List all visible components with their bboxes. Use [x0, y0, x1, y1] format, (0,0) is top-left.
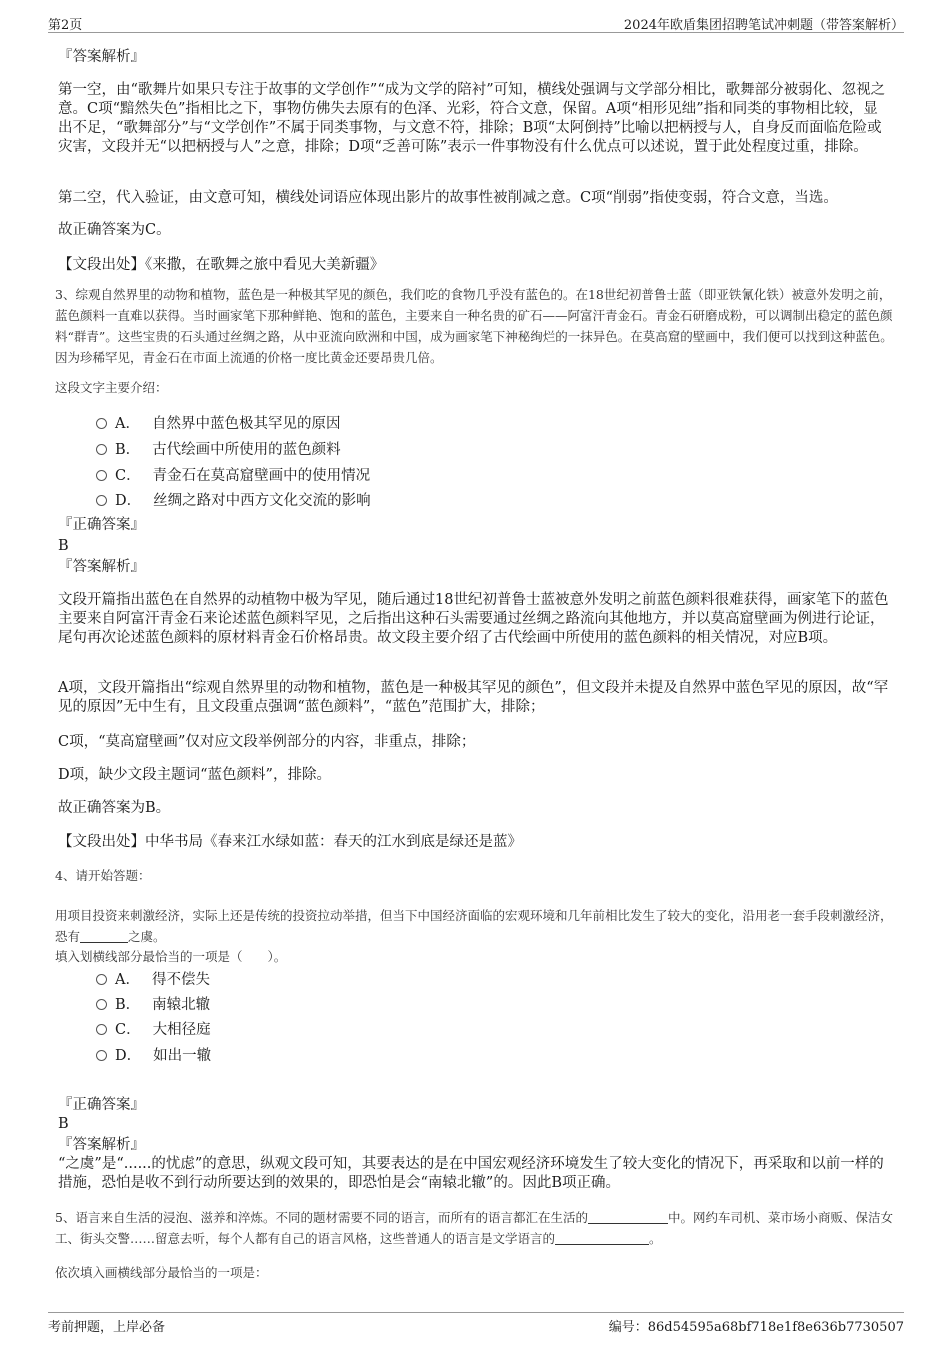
q5-question: 依次填入画横线部分最恰当的一项是：: [55, 1265, 268, 1280]
q3-analysis-para4: D项，缺少文段主题词“蓝色颜料”，排除。: [58, 767, 331, 783]
radio-icon[interactable]: [96, 1050, 107, 1061]
q3-answer: B: [58, 538, 69, 554]
q3-option-d[interactable]: D． 丝绸之路对中西方文化交流的影响: [96, 491, 371, 511]
q3-stem: 3、综观自然界里的动物和植物，蓝色是一种极其罕见的颜色，我们吃的食物几乎没有蓝色的。在18世纪初普鲁士蓝（即亚铁氰化铁）被意外发明之前，蓝色颜料一直难以获得。当时画家笔下那种鲜艳、饱和的蓝色，主要来自一种名贵的矿石——阿富汗青金石。青金石研磨成粉，可以调制出稳定的蓝色颜料“群青”。这些宝贵的石头通过丝绸之路，从中亚流向欧洲和中国，成为画家笔下神秘绚烂的一抹异色。在莫高窟的壁画中，我们便可以找到这种蓝色。因为珍稀罕见，青金石在市面上流通的价格一度比黄金还要昂贵几倍。: [55, 287, 893, 365]
q4-answer: B: [58, 1116, 69, 1132]
q4-analysis: “之虞”是“......的忧虑”的意思，纵观文段可知，其要表达的是在中国宏观经济环境发生了较大变化的情况下，再采取和以前一样的措施，恐怕是收不到行动所要达到的效果的，即恐怕是会“南辕北辙”的。因此B项正确。: [58, 1156, 884, 1191]
q2-source: 【文段出处】《来撒，在歌舞之旅中看见大美新疆》: [58, 257, 385, 273]
q3-option-a[interactable]: A． 自然界中蓝色极其罕见的原因: [96, 414, 340, 434]
radio-icon[interactable]: [96, 418, 107, 429]
q4-option-d[interactable]: D． 如出一辙: [96, 1046, 211, 1066]
q4-option-c[interactable]: C． 大相径庭: [96, 1020, 211, 1040]
q4-intro: 4、请开始答题：: [55, 868, 151, 883]
q4-option-b[interactable]: B． 南辕北辙: [96, 995, 210, 1015]
q4-question: 填入划横线部分最恰当的一项是（ ）。: [55, 949, 287, 964]
radio-icon[interactable]: [96, 470, 107, 481]
q3-option-b[interactable]: B． 古代绘画中所使用的蓝色颜料: [96, 440, 341, 460]
document-title: 2024年欧盾集团招聘笔试冲刺题（带答案解析）: [623, 18, 904, 33]
radio-icon[interactable]: [96, 1024, 107, 1035]
q4-stem: 用项目投资来刺激经济，实际上还是传统的投资拉动举措，但当下中国经济面临的宏观环境和几年前相比发生了较大的变化，沿用老一套手段刺激经济，恐有 之虞。: [55, 908, 893, 944]
q2-conclusion: 故正确答案为C。: [58, 222, 171, 238]
q2-analysis-para1: 第一空，由“歌舞片如果只专注于故事的文学创作”“成为文学的陪衬”可知，横线处强调与文学部分相比，歌舞部分被弱化、忽视之意。C项“黯然失色”指相比之下，事物仿佛失去原有的色泽、光彩，符合文意，保留。A项“相形见绌”指和同类的事物相比较，显出不足，“歌舞部分”与“文学创作”不属于同类事物，与文意不符，排除；B项“太阿倒持”比喻以把柄授与人，自身反而面临危险或灾害，文段并无“以把柄授与人”之意，排除；D项“乏善可陈”表示一件事物没有什么优点可以述说，置于此处程度过重，排除。: [58, 82, 886, 155]
q3-question: 这段文字主要介绍：: [55, 380, 168, 395]
q3-answer-label: 『正确答案』: [58, 517, 145, 533]
q5-blank-2: [555, 1244, 649, 1245]
q3-analysis-label: 『答案解析』: [58, 559, 145, 575]
q3-option-c[interactable]: C． 青金石在莫高窟壁画中的使用情况: [96, 466, 370, 486]
radio-icon[interactable]: [96, 999, 107, 1010]
q5-stem: 5、语言来自生活的浸泡、滋养和淬炼。不同的题材需要不同的语言，而所有的语言都汇在生活的 中。网约车司机、菜市场小商贩、保洁女工、街头交警……留意去听，每个人都有自己的语言风格，这些普通人的语言是文学语言的 。: [55, 1210, 893, 1246]
footer-slogan: 考前押题，上岸必备: [48, 1320, 166, 1335]
page-header: [48, 12, 904, 33]
q4-answer-label: 『正确答案』: [58, 1097, 145, 1113]
q4-option-a[interactable]: A． 得不偿失: [96, 970, 210, 990]
radio-icon[interactable]: [96, 974, 107, 985]
q3-analysis-para1: 文段开篇指出蓝色在自然界的动植物中极为罕见，随后通过18世纪初普鲁士蓝被意外发明之前蓝色颜料很难获得，画家笔下的蓝色主要来自阿富汗青金石来论述蓝色颜料罕见，之后指出这种石头需要通过丝绸之路流向其他地方，并以莫高窟壁画为例进行论证，尾句再次论述蓝色颜料的原材料青金石价格昂贵。故文段主要介绍了古代绘画中所使用的蓝色颜料的相关情况，对应B项。: [58, 592, 889, 646]
q2-analysis-para2: 第二空，代入验证，由文意可知，横线处词语应体现出影片的故事性被削减之意。C项“削弱”指使变弱，符合文意，当选。: [58, 190, 838, 206]
page-number: 第2页: [48, 18, 83, 33]
q3-conclusion: 故正确答案为B。: [58, 800, 171, 816]
q2-analysis-label: 『答案解析』: [58, 49, 145, 65]
radio-icon[interactable]: [96, 495, 107, 506]
q4-blank: [80, 942, 128, 943]
q4-analysis-label: 『答案解析』: [58, 1137, 145, 1153]
q3-analysis-para3: C项，“莫高窟壁画”仅对应文段举例部分的内容，非重点，排除；: [58, 734, 476, 750]
page-footer: [48, 1312, 904, 1335]
radio-icon[interactable]: [96, 444, 107, 455]
q5-blank-1: [588, 1223, 668, 1224]
q3-analysis-para2: A项，文段开篇指出“综观自然界里的动物和植物，蓝色是一种极其罕见的颜色”，但文段并未提及自然界中蓝色罕见的原因，故“罕见的原因”无中生有，且文段重点强调“蓝色颜料”，“蓝色”范围扩大，排除；: [58, 680, 889, 715]
document-id: 编号：86d54595a68bf718e1f8e636b7730507: [608, 1320, 904, 1335]
q3-source: 【文段出处】中华书局《春来江水绿如蓝：春天的江水到底是绿还是蓝》: [58, 834, 522, 850]
